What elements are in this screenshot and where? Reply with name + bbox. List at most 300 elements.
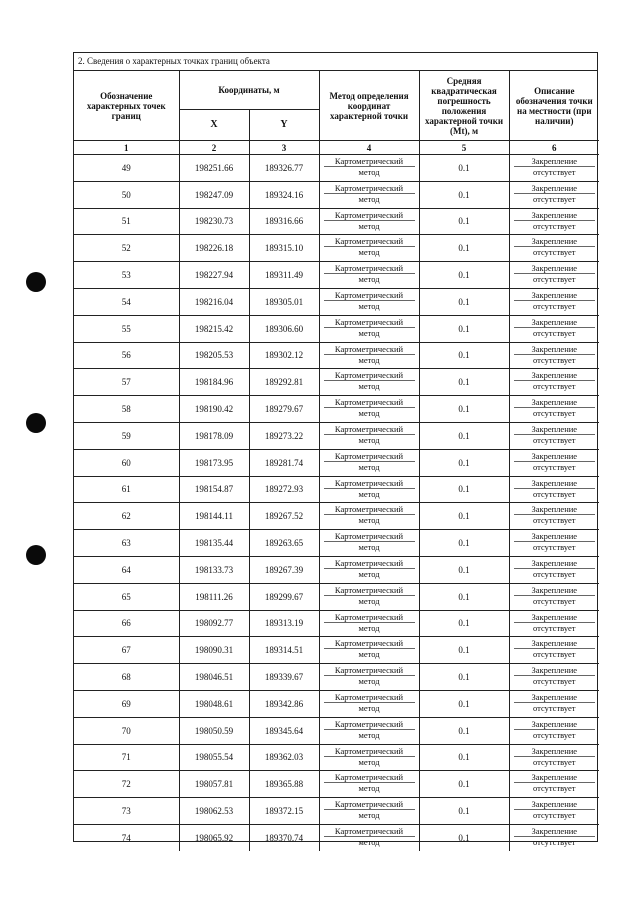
description-text: отсутствует: [514, 354, 596, 365]
error-value: 0.1: [419, 637, 509, 664]
coord-x: 198154.87: [179, 476, 249, 503]
description-cell: [509, 288, 599, 315]
table-row: [74, 422, 599, 449]
error-value: 0.1: [419, 235, 509, 262]
error-value: 0.1: [419, 530, 509, 557]
description-text: Закрепление: [531, 718, 578, 729]
method-text: метод: [324, 648, 415, 659]
coord-x: 198055.54: [179, 744, 249, 771]
method-text: Картометрический: [334, 397, 404, 408]
point-number: 68: [74, 664, 179, 691]
method-cell: [319, 824, 419, 850]
coord-y: 189339.67: [249, 664, 319, 691]
method-cell: [319, 744, 419, 771]
description-text: Закрепление: [531, 638, 578, 649]
coord-y: 189365.88: [249, 771, 319, 798]
coord-x: 198215.42: [179, 315, 249, 342]
method-text: метод: [324, 246, 415, 257]
error-value: 0.1: [419, 342, 509, 369]
point-number: 65: [74, 583, 179, 610]
table-row: [74, 690, 599, 717]
coord-y: 189342.86: [249, 690, 319, 717]
description-cell: [509, 155, 599, 182]
error-value: 0.1: [419, 369, 509, 396]
coord-y: 189305.01: [249, 288, 319, 315]
header-point-designation: Обозначение характерных точек границ: [74, 71, 179, 141]
point-number: 59: [74, 422, 179, 449]
description-text: отсутствует: [514, 300, 596, 311]
header-error: Средняя квадратическая погрешность положения характерной точки (Mt), м: [419, 71, 509, 141]
method-text: Картометрический: [334, 745, 404, 756]
header-x: X: [179, 110, 249, 141]
error-value: 0.1: [419, 824, 509, 850]
table-row: [74, 717, 599, 744]
method-cell: [319, 610, 419, 637]
description-cell: [509, 583, 599, 610]
description-text: отсутствует: [514, 273, 596, 284]
coord-x: 198251.66: [179, 155, 249, 182]
method-cell: [319, 342, 419, 369]
description-text: Закрепление: [531, 450, 578, 461]
error-value: 0.1: [419, 690, 509, 717]
method-text: Картометрический: [334, 584, 404, 595]
description-text: Закрепление: [531, 665, 578, 676]
method-cell: [319, 530, 419, 557]
method-text: метод: [324, 836, 415, 847]
method-text: метод: [324, 756, 415, 767]
method-cell: [319, 690, 419, 717]
method-text: метод: [324, 461, 415, 472]
description-text: отсутствует: [514, 434, 596, 445]
description-text: Закрепление: [531, 825, 578, 836]
coord-y: 189273.22: [249, 422, 319, 449]
method-text: Картометрический: [334, 156, 404, 166]
header-method: Метод определения координат характерной точки: [319, 71, 419, 141]
method-text: Картометрический: [334, 531, 404, 542]
description-text: Закрепление: [531, 423, 578, 434]
method-cell: [319, 422, 419, 449]
description-text: Закрепление: [531, 504, 578, 515]
point-number: 55: [74, 315, 179, 342]
method-text: метод: [324, 354, 415, 365]
error-value: 0.1: [419, 288, 509, 315]
coord-x: 198227.94: [179, 262, 249, 289]
description-text: отсутствует: [514, 622, 596, 633]
description-text: отсутствует: [514, 220, 596, 231]
description-cell: [509, 530, 599, 557]
boundary-points-table: [74, 71, 599, 851]
coord-x: 198090.31: [179, 637, 249, 664]
method-text: Картометрический: [334, 825, 404, 836]
method-text: метод: [324, 702, 415, 713]
description-text: отсутствует: [514, 756, 596, 767]
point-number: 72: [74, 771, 179, 798]
description-text: Закрепление: [531, 799, 578, 810]
error-value: 0.1: [419, 503, 509, 530]
method-cell: [319, 717, 419, 744]
coord-y: 189302.12: [249, 342, 319, 369]
method-text: метод: [324, 488, 415, 499]
point-number: 67: [74, 637, 179, 664]
point-number: 49: [74, 155, 179, 182]
description-cell: [509, 181, 599, 208]
method-text: Картометрический: [334, 263, 404, 274]
coord-x: 198184.96: [179, 369, 249, 396]
point-number: 57: [74, 369, 179, 396]
method-text: метод: [324, 434, 415, 445]
point-number: 53: [74, 262, 179, 289]
description-cell: [509, 235, 599, 262]
table-row: [74, 449, 599, 476]
table-row: [74, 637, 599, 664]
point-number: 54: [74, 288, 179, 315]
method-cell: [319, 235, 419, 262]
method-text: Картометрический: [334, 638, 404, 649]
method-text: Картометрический: [334, 370, 404, 381]
description-cell: [509, 556, 599, 583]
method-cell: [319, 637, 419, 664]
point-number: 64: [74, 556, 179, 583]
method-cell: [319, 155, 419, 182]
description-text: Закрепление: [531, 772, 578, 783]
error-value: 0.1: [419, 771, 509, 798]
description-cell: [509, 771, 599, 798]
point-number: 60: [74, 449, 179, 476]
coord-x: 198065.92: [179, 824, 249, 850]
description-text: Закрепление: [531, 316, 578, 327]
table-row: [74, 342, 599, 369]
description-text: Закрепление: [531, 263, 578, 274]
point-number: 74: [74, 824, 179, 850]
method-text: Картометрический: [334, 450, 404, 461]
coord-x: 198092.77: [179, 610, 249, 637]
point-number: 62: [74, 503, 179, 530]
coord-x: 198247.09: [179, 181, 249, 208]
method-text: метод: [324, 729, 415, 740]
method-text: метод: [324, 782, 415, 793]
coord-x: 198048.61: [179, 690, 249, 717]
method-text: метод: [324, 380, 415, 391]
table-row: [74, 744, 599, 771]
method-text: Картометрический: [334, 423, 404, 434]
method-text: Картометрический: [334, 718, 404, 729]
method-text: Картометрический: [334, 182, 404, 193]
description-cell: [509, 476, 599, 503]
method-text: Картометрический: [334, 611, 404, 622]
description-text: отсутствует: [514, 380, 596, 391]
description-text: отсутствует: [514, 782, 596, 793]
method-text: метод: [324, 327, 415, 338]
coord-y: 189306.60: [249, 315, 319, 342]
coord-x: 198111.26: [179, 583, 249, 610]
description-cell: [509, 690, 599, 717]
description-text: отсутствует: [514, 246, 596, 257]
coord-y: 189313.19: [249, 610, 319, 637]
description-text: отсутствует: [514, 729, 596, 740]
method-cell: [319, 315, 419, 342]
column-number: 5: [419, 141, 509, 155]
table-row: [74, 771, 599, 798]
description-text: отсутствует: [514, 648, 596, 659]
column-number: 2: [179, 141, 249, 155]
description-text: отсутствует: [514, 193, 596, 204]
document-frame: [73, 52, 598, 847]
error-value: 0.1: [419, 262, 509, 289]
description-text: отсутствует: [514, 541, 596, 552]
method-text: метод: [324, 273, 415, 284]
coord-x: 198190.42: [179, 396, 249, 423]
coord-y: 189315.10: [249, 235, 319, 262]
table-row: [74, 369, 599, 396]
method-text: Картометрический: [334, 772, 404, 783]
coord-y: 189345.64: [249, 717, 319, 744]
table-row: [74, 288, 599, 315]
method-text: метод: [324, 407, 415, 418]
method-text: Картометрический: [334, 691, 404, 702]
method-text: Картометрический: [334, 799, 404, 810]
coord-y: 189263.65: [249, 530, 319, 557]
table-row: [74, 664, 599, 691]
method-cell: [319, 288, 419, 315]
coord-y: 189279.67: [249, 396, 319, 423]
description-text: Закрепление: [531, 557, 578, 568]
method-text: Картометрический: [334, 316, 404, 327]
table-row: [74, 530, 599, 557]
description-text: Закрепление: [531, 209, 578, 220]
method-cell: [319, 449, 419, 476]
method-text: метод: [324, 300, 415, 311]
column-number: 6: [509, 141, 599, 155]
description-text: отсутствует: [514, 702, 596, 713]
coord-x: 198133.73: [179, 556, 249, 583]
description-cell: [509, 503, 599, 530]
point-number: 71: [74, 744, 179, 771]
description-text: отсутствует: [514, 166, 596, 177]
table-row: [74, 798, 599, 825]
table-row: [74, 208, 599, 235]
description-text: Закрепление: [531, 691, 578, 702]
table-row: [74, 155, 599, 182]
table-body: [74, 155, 599, 851]
error-value: 0.1: [419, 315, 509, 342]
method-cell: [319, 369, 419, 396]
method-text: метод: [324, 220, 415, 231]
coord-x: 198057.81: [179, 771, 249, 798]
description-cell: [509, 262, 599, 289]
description-cell: [509, 744, 599, 771]
method-text: Картометрический: [334, 209, 404, 220]
description-cell: [509, 717, 599, 744]
column-number: 4: [319, 141, 419, 155]
method-text: Картометрический: [334, 504, 404, 515]
method-text: метод: [324, 809, 415, 820]
section-caption: 2. Сведения о характерных точках границ объекта: [74, 53, 597, 71]
description-cell: [509, 369, 599, 396]
description-text: отсутствует: [514, 809, 596, 820]
description-text: Закрепление: [531, 477, 578, 488]
point-number: 52: [74, 235, 179, 262]
coord-y: 189326.77: [249, 155, 319, 182]
coord-x: 198144.11: [179, 503, 249, 530]
error-value: 0.1: [419, 556, 509, 583]
method-text: метод: [324, 622, 415, 633]
method-cell: [319, 771, 419, 798]
description-text: отсутствует: [514, 568, 596, 579]
column-number-row: [74, 141, 599, 155]
method-cell: [319, 798, 419, 825]
description-text: Закрепление: [531, 584, 578, 595]
error-value: 0.1: [419, 664, 509, 691]
description-text: отсутствует: [514, 488, 596, 499]
error-value: 0.1: [419, 744, 509, 771]
table-row: [74, 824, 599, 850]
table-row: [74, 610, 599, 637]
table-row: [74, 476, 599, 503]
punch-hole: [26, 272, 46, 292]
method-cell: [319, 476, 419, 503]
description-text: Закрепление: [531, 397, 578, 408]
point-number: 56: [74, 342, 179, 369]
description-cell: [509, 396, 599, 423]
point-number: 50: [74, 181, 179, 208]
method-text: метод: [324, 166, 415, 177]
description-text: Закрепление: [531, 531, 578, 542]
coord-y: 189362.03: [249, 744, 319, 771]
method-cell: [319, 503, 419, 530]
method-cell: [319, 583, 419, 610]
description-text: отсутствует: [514, 675, 596, 686]
coord-y: 189267.52: [249, 503, 319, 530]
error-value: 0.1: [419, 208, 509, 235]
description-text: Закрепление: [531, 236, 578, 247]
method-cell: [319, 208, 419, 235]
method-text: метод: [324, 675, 415, 686]
coord-x: 198062.53: [179, 798, 249, 825]
coord-x: 198135.44: [179, 530, 249, 557]
table-row: [74, 556, 599, 583]
description-text: Закрепление: [531, 156, 578, 166]
column-number: 1: [74, 141, 179, 155]
point-number: 73: [74, 798, 179, 825]
method-text: Картометрический: [334, 236, 404, 247]
punch-hole: [26, 413, 46, 433]
description-text: Закрепление: [531, 182, 578, 193]
coord-y: 189299.67: [249, 583, 319, 610]
description-cell: [509, 824, 599, 850]
point-number: 69: [74, 690, 179, 717]
coord-x: 198226.18: [179, 235, 249, 262]
method-cell: [319, 262, 419, 289]
method-cell: [319, 556, 419, 583]
column-number: 3: [249, 141, 319, 155]
coord-y: 189314.51: [249, 637, 319, 664]
header-coordinates: Координаты, м: [179, 71, 319, 110]
method-cell: [319, 181, 419, 208]
error-value: 0.1: [419, 396, 509, 423]
coord-x: 198205.53: [179, 342, 249, 369]
method-cell: [319, 664, 419, 691]
method-text: Картометрический: [334, 665, 404, 676]
description-cell: [509, 315, 599, 342]
error-value: 0.1: [419, 449, 509, 476]
point-number: 63: [74, 530, 179, 557]
description-text: отсутствует: [514, 514, 596, 525]
coord-x: 198230.73: [179, 208, 249, 235]
description-text: Закрепление: [531, 370, 578, 381]
description-text: отсутствует: [514, 327, 596, 338]
description-cell: [509, 798, 599, 825]
table-row: [74, 396, 599, 423]
coord-x: 198046.51: [179, 664, 249, 691]
coord-y: 189272.93: [249, 476, 319, 503]
description-text: отсутствует: [514, 461, 596, 472]
description-cell: [509, 664, 599, 691]
table-row: [74, 235, 599, 262]
point-number: 61: [74, 476, 179, 503]
description-text: отсутствует: [514, 407, 596, 418]
table-row: [74, 181, 599, 208]
error-value: 0.1: [419, 155, 509, 182]
description-cell: [509, 637, 599, 664]
error-value: 0.1: [419, 798, 509, 825]
coord-x: 198178.09: [179, 422, 249, 449]
coord-y: 189267.39: [249, 556, 319, 583]
method-text: Картометрический: [334, 557, 404, 568]
coord-y: 189324.16: [249, 181, 319, 208]
description-cell: [509, 449, 599, 476]
coord-y: 189370.74: [249, 824, 319, 850]
method-text: метод: [324, 568, 415, 579]
description-cell: [509, 610, 599, 637]
description-text: отсутствует: [514, 836, 596, 847]
method-text: Картометрический: [334, 477, 404, 488]
header-y: Y: [249, 110, 319, 141]
description-text: Закрепление: [531, 289, 578, 300]
method-text: метод: [324, 514, 415, 525]
coord-x: 198173.95: [179, 449, 249, 476]
coord-x: 198050.59: [179, 717, 249, 744]
method-text: метод: [324, 595, 415, 606]
point-number: 58: [74, 396, 179, 423]
table-row: [74, 583, 599, 610]
error-value: 0.1: [419, 476, 509, 503]
coord-y: 189372.15: [249, 798, 319, 825]
punch-hole: [26, 545, 46, 565]
description-cell: [509, 342, 599, 369]
description-cell: [509, 208, 599, 235]
description-text: Закрепление: [531, 745, 578, 756]
description-text: Закрепление: [531, 611, 578, 622]
point-number: 51: [74, 208, 179, 235]
error-value: 0.1: [419, 422, 509, 449]
table-row: [74, 262, 599, 289]
description-text: отсутствует: [514, 595, 596, 606]
description-cell: [509, 422, 599, 449]
table-row: [74, 315, 599, 342]
method-text: Картометрический: [334, 289, 404, 300]
error-value: 0.1: [419, 583, 509, 610]
coord-y: 189311.49: [249, 262, 319, 289]
coord-y: 189316.66: [249, 208, 319, 235]
description-text: Закрепление: [531, 343, 578, 354]
coord-y: 189281.74: [249, 449, 319, 476]
point-number: 70: [74, 717, 179, 744]
method-text: метод: [324, 193, 415, 204]
method-text: метод: [324, 541, 415, 552]
point-number: 66: [74, 610, 179, 637]
method-cell: [319, 396, 419, 423]
method-text: Картометрический: [334, 343, 404, 354]
